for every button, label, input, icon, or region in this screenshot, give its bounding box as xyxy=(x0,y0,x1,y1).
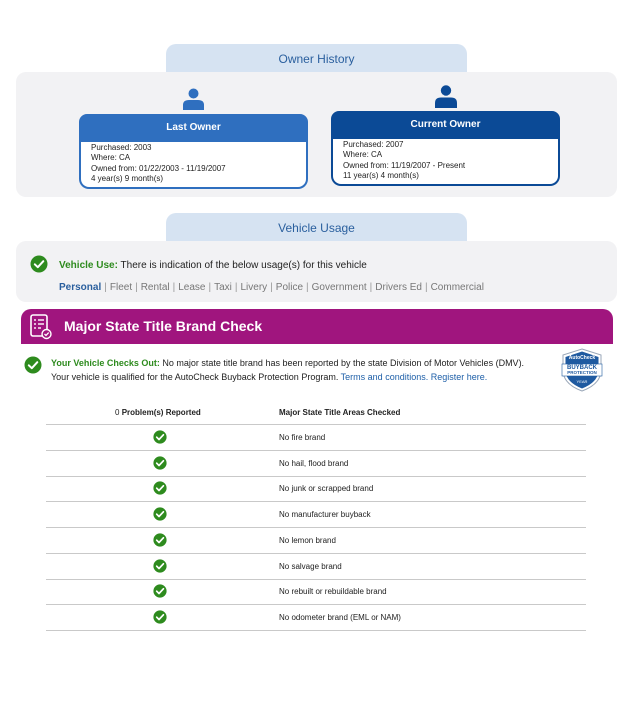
usage-separator: | xyxy=(135,282,138,293)
usage-separator: | xyxy=(270,282,273,293)
last-owner-title: Last Owner xyxy=(79,114,308,142)
pass-check-icon xyxy=(153,533,167,547)
current-owner-person-icon xyxy=(435,85,457,108)
brand-area-label: No junk or scrapped brand xyxy=(279,484,374,494)
vehicle-use-line xyxy=(59,260,367,271)
problems-count: 0 xyxy=(115,408,120,417)
brand-area-label: No fire brand xyxy=(279,433,326,442)
pass-check-icon xyxy=(153,610,167,624)
buyback-protection-badge xyxy=(560,348,604,392)
pass-check-icon xyxy=(153,481,167,495)
last-owner-owned-from: Owned from: 01/22/2003 - 11/19/2007 xyxy=(91,163,226,173)
pass-check-icon xyxy=(153,430,167,444)
vehicle-use-check-icon xyxy=(30,255,48,273)
checks-out-label: Your Vehicle Checks Out: xyxy=(51,358,160,368)
checks-out-message xyxy=(51,356,551,384)
usage-list xyxy=(59,282,484,293)
usage-item: Livery xyxy=(240,282,268,293)
usage-separator: | xyxy=(424,282,428,293)
current-owner-title: Current Owner xyxy=(331,111,560,139)
table-row xyxy=(46,425,586,451)
current-owner-purchased: Purchased: 2007 xyxy=(343,140,404,149)
brand-area-label: No hail, flood brand xyxy=(279,458,349,468)
usage-item: Fleet xyxy=(109,282,133,293)
vehicle-use-label: Vehicle Use: xyxy=(59,260,118,271)
usage-separator: | xyxy=(369,282,373,293)
usage-separator: | xyxy=(104,282,107,293)
usage-item: Taxi xyxy=(214,282,232,293)
badge-brand: AutoCheck xyxy=(568,355,596,361)
vehicle-usage-tab: Vehicle Usage xyxy=(166,213,467,243)
last-owner-purchased: Purchased: 2003 xyxy=(91,143,152,152)
table-row xyxy=(46,579,586,605)
badge-footer: YEAR xyxy=(576,379,588,384)
brand-area-label: No salvage brand xyxy=(279,561,342,571)
last-owner-person-icon xyxy=(183,88,204,110)
usage-separator: | xyxy=(172,282,176,293)
badge-line1: BUYBACK xyxy=(567,364,597,371)
checks-out-check-icon xyxy=(24,356,42,374)
usage-separator: | xyxy=(208,282,212,293)
current-owner-owned-from: Owned from: 11/19/2007 - Present xyxy=(343,160,466,170)
usage-item: Personal xyxy=(59,282,102,293)
last-owner-details xyxy=(79,142,308,189)
table-row xyxy=(46,476,586,502)
table-row xyxy=(46,502,586,528)
register-link[interactable]: Register here. xyxy=(430,372,488,382)
last-owner-where: Where: CA xyxy=(91,153,131,163)
current-owner-where: Where: CA xyxy=(343,150,383,160)
title-document-icon xyxy=(30,314,52,340)
areas-checked-header: Major State Title Areas Checked xyxy=(279,408,401,417)
table-row xyxy=(46,451,586,477)
problems-reported-header xyxy=(115,408,201,417)
table-row xyxy=(46,528,586,554)
usage-item: Drivers Ed xyxy=(375,282,422,293)
usage-item: Government xyxy=(311,282,367,293)
problems-label: Problem(s) Reported xyxy=(121,408,201,417)
table-row xyxy=(46,605,586,631)
terms-link[interactable]: Terms and conditions. xyxy=(340,372,429,382)
vehicle-use-statement: There is indication of the below usage(s) for this vehicle xyxy=(120,260,367,271)
current-owner-details xyxy=(331,139,560,186)
brand-area-label: No manufacturer buyback xyxy=(279,510,371,520)
brand-area-label: No lemon brand xyxy=(279,535,336,545)
pass-check-icon xyxy=(153,456,167,470)
pass-check-icon xyxy=(153,507,167,521)
usage-separator: | xyxy=(234,282,238,293)
checks-out-text: No major state title brand has been reported by the state Division of Motor Vehicles (DMV). xyxy=(162,358,525,368)
brand-area-label: No rebuilt or rebuildable brand xyxy=(279,587,387,597)
brand-check-banner xyxy=(21,309,613,344)
owner-history-tab: Owner History xyxy=(166,44,467,74)
qualified-text: Your vehicle is qualified for the AutoCheck Buyback Protection Program. xyxy=(51,372,339,382)
usage-item: Lease xyxy=(178,282,206,293)
brand-check-title: Major State Title Brand Check xyxy=(64,318,263,334)
last-owner-duration: 4 year(s) 9 month(s) xyxy=(91,173,164,183)
usage-separator: | xyxy=(306,282,309,293)
pass-check-icon xyxy=(153,584,167,598)
usage-item: Police xyxy=(275,282,304,293)
usage-item: Rental xyxy=(140,282,170,293)
brand-area-label: No odometer brand (EML or NAM) xyxy=(279,612,401,622)
current-owner-duration: 11 year(s) 4 month(s) xyxy=(343,170,419,180)
usage-item: Commercial xyxy=(430,282,484,293)
badge-line2: PROTECTION xyxy=(567,370,597,375)
table-row xyxy=(46,554,586,580)
pass-check-icon xyxy=(153,559,167,573)
